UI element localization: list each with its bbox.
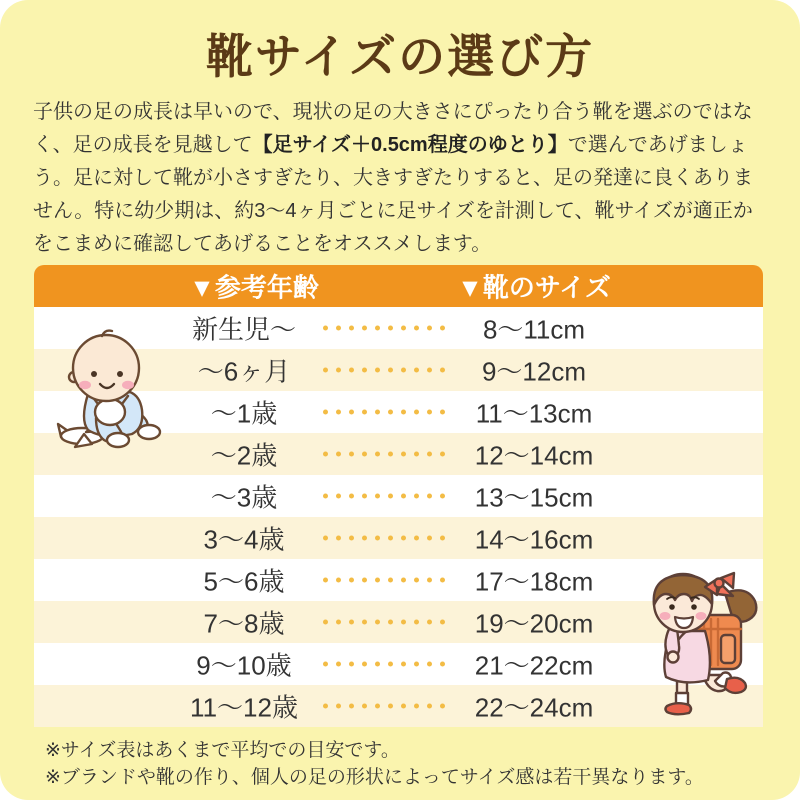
dot-leader <box>323 662 445 667</box>
dot-leader <box>323 326 445 331</box>
age-cell: 〜3歳 <box>210 482 278 513</box>
intro-text-after: で選んであげましょう。足に対して靴が小さすぎたり、大きすぎたりすると、足の発達に良くありません。特に幼少期は、約3〜4ヶ月ごとに足サイズを計測して、靴サイズが適正かをこまめに確認してあげることをオススメします。 <box>33 134 753 255</box>
size-cell: 8〜11cm <box>482 314 586 345</box>
dot-leader <box>323 578 445 583</box>
age-cell: 〜6ヶ月 <box>197 356 291 387</box>
age-cell: 〜2歳 <box>210 440 278 471</box>
dot-leader <box>323 452 445 457</box>
dot-leader <box>323 368 445 373</box>
dot-leader <box>323 620 445 625</box>
column-header-size: ▼靴のサイズ <box>457 272 611 303</box>
column-header-age: ▼参考年齢 <box>189 272 319 303</box>
table-row <box>34 475 763 517</box>
footnote-line-2: ※ブランドや靴の作り、個人の足の形状によってサイズ感は若干異なります。 <box>45 767 704 788</box>
dot-leader <box>323 536 445 541</box>
dot-leader <box>323 494 445 499</box>
girl-illustration <box>641 567 773 717</box>
intro-paragraph <box>33 96 767 261</box>
age-cell: 3〜4歳 <box>203 524 285 555</box>
age-cell: 新生児〜 <box>191 314 297 345</box>
size-cell: 9〜12cm <box>481 356 587 387</box>
size-cell: 19〜20cm <box>474 608 594 639</box>
size-cell: 21〜22cm <box>474 650 594 681</box>
size-table-header <box>34 265 763 307</box>
age-cell: 11〜12歳 <box>190 692 298 723</box>
footnotes <box>45 737 704 791</box>
dot-leader <box>323 704 445 709</box>
intro-text-before: 子供の足の成長は早いので、現状の足の大きさにぴったり合う靴を選ぶのではなく、足の成長を見越して <box>33 101 753 156</box>
baby-illustration <box>52 328 176 458</box>
intro-text-bold: 【足サイズ＋0.5cm程度のゆとり】 <box>252 134 568 156</box>
dot-leader <box>323 410 445 415</box>
footnote-line-1: ※サイズ表はあくまで平均での目安です。 <box>45 740 400 761</box>
size-cell: 22〜24cm <box>474 692 594 723</box>
age-cell: 9〜10歳 <box>196 650 292 681</box>
table-row <box>34 517 763 559</box>
age-cell: 5〜6歳 <box>203 566 285 597</box>
size-cell: 13〜15cm <box>474 482 594 513</box>
size-cell: 14〜16cm <box>474 524 594 555</box>
size-cell: 12〜14cm <box>474 440 594 471</box>
size-cell: 11〜13cm <box>475 398 593 429</box>
age-cell: 〜1歳 <box>210 398 278 429</box>
age-cell: 7〜8歳 <box>203 608 285 639</box>
page-title: 靴サイズの選び方 <box>205 30 595 83</box>
size-cell: 17〜18cm <box>474 566 594 597</box>
